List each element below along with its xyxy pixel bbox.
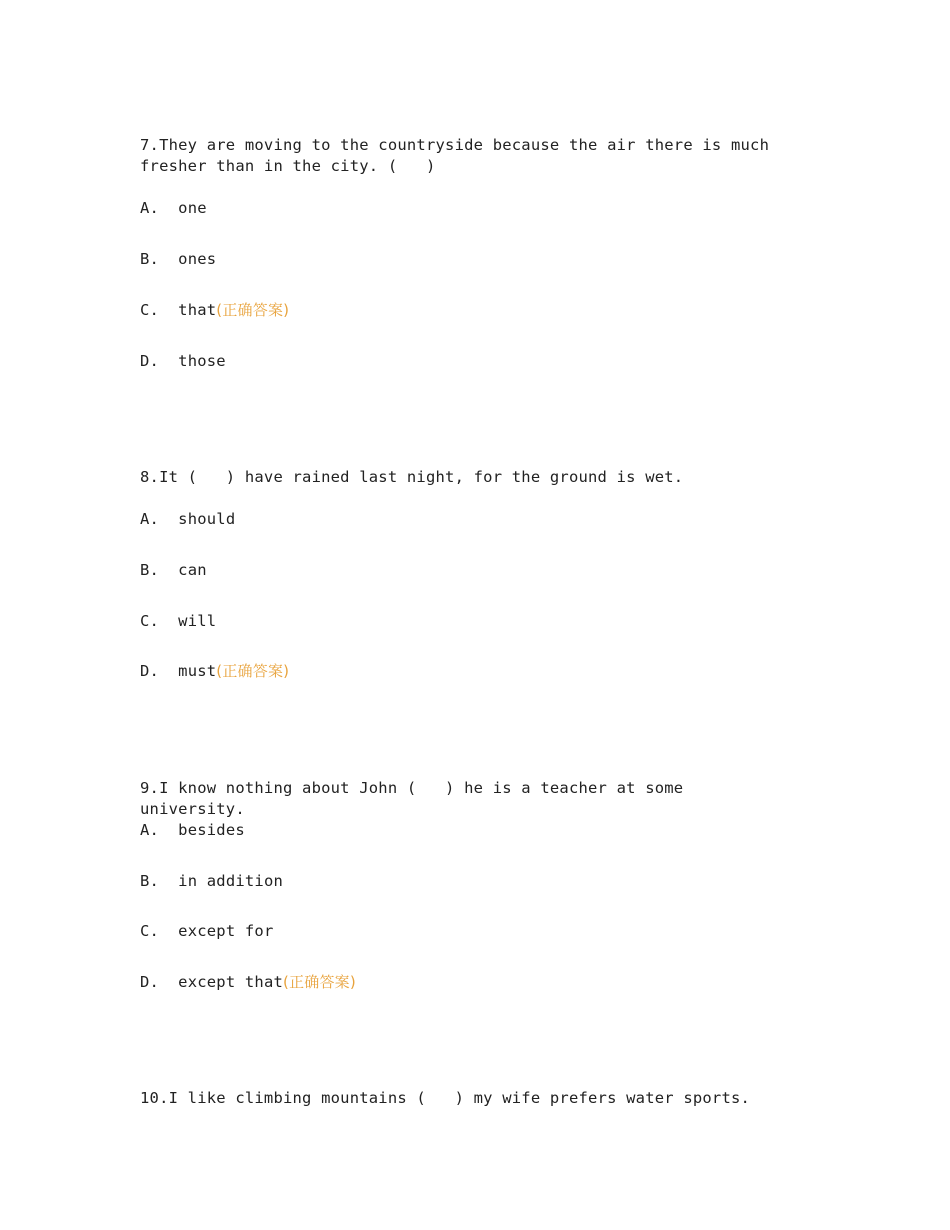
option-c	[140, 611, 216, 632]
question-stem: They are moving to the countryside because the air there is much fresher than in the city. ( )	[140, 136, 779, 175]
option-b	[140, 871, 283, 892]
question-stem: I like climbing mountains ( ) my wife prefers water sports.	[168, 1089, 751, 1107]
option-letter: A.	[140, 199, 160, 217]
option-text: besides	[178, 821, 245, 839]
option-text: one	[178, 199, 207, 217]
option-letter: D.	[140, 662, 160, 680]
option-text: in addition	[178, 872, 284, 890]
option-text: those	[178, 352, 226, 370]
option-text: should	[178, 510, 236, 528]
question-text	[140, 778, 790, 820]
option-text: must	[178, 662, 217, 680]
option-c	[140, 300, 289, 321]
option-text: except for	[178, 922, 274, 940]
option-a	[140, 509, 235, 530]
option-letter: D.	[140, 973, 160, 991]
option-d	[140, 351, 226, 372]
option-b	[140, 249, 216, 270]
question-10	[140, 1088, 790, 1109]
option-letter: A.	[140, 821, 160, 839]
correct-answer-marker: (正确答案)	[283, 973, 356, 991]
option-d	[140, 661, 289, 682]
question-stem: It ( ) have rained last night, for the ground is wet.	[159, 468, 684, 486]
question-9	[140, 778, 790, 991]
question-number: 9.	[140, 779, 160, 797]
question-number: 8.	[140, 468, 160, 486]
option-d	[140, 972, 356, 993]
option-c	[140, 921, 273, 942]
option-letter: D.	[140, 352, 160, 370]
option-letter: C.	[140, 922, 160, 940]
option-a	[140, 198, 207, 219]
correct-answer-marker: (正确答案)	[216, 301, 290, 319]
question-text	[140, 135, 790, 177]
question-number: 10.	[140, 1089, 169, 1107]
option-text: can	[178, 561, 207, 579]
correct-answer-marker: (正确答案)	[216, 662, 290, 680]
option-text: will	[178, 612, 217, 630]
option-letter: C.	[140, 612, 160, 630]
option-a	[140, 820, 245, 841]
question-text	[140, 467, 790, 488]
option-text: except that	[178, 973, 284, 991]
option-letter: C.	[140, 301, 160, 319]
question-7	[140, 135, 790, 370]
option-text: ones	[178, 250, 217, 268]
option-letter: B.	[140, 872, 160, 890]
question-text	[140, 1088, 790, 1109]
question-number: 7.	[140, 136, 160, 154]
option-letter: B.	[140, 561, 160, 579]
option-text: that	[178, 301, 217, 319]
question-8	[140, 467, 790, 680]
question-stem: I know nothing about John ( ) he is a teacher at some university.	[140, 779, 693, 818]
option-letter: B.	[140, 250, 160, 268]
option-b	[140, 560, 207, 581]
option-letter: A.	[140, 510, 160, 528]
